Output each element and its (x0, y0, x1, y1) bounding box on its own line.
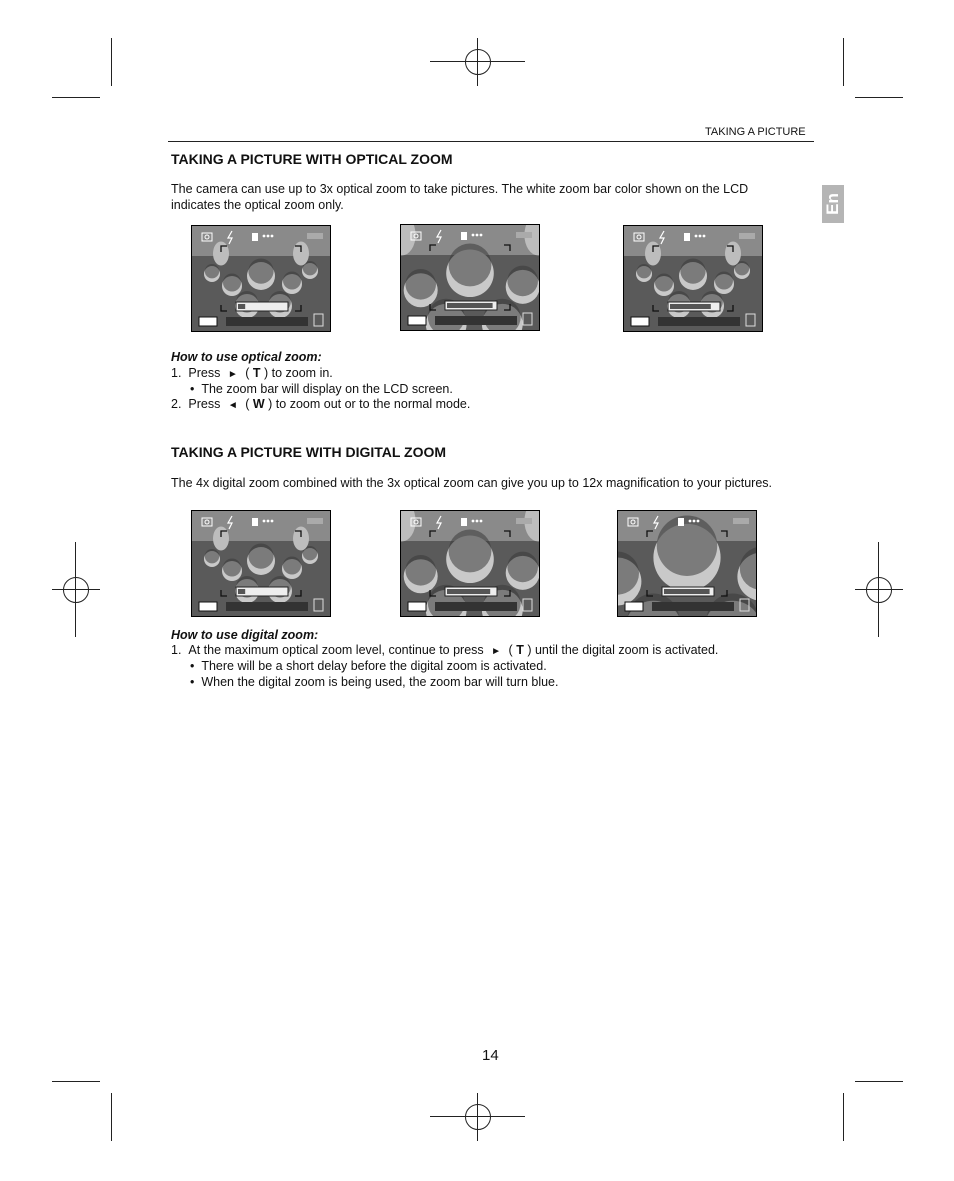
crop-mark (843, 1093, 844, 1141)
crop-mark (855, 97, 903, 98)
lcd-screenshot-optical-1 (191, 225, 331, 332)
optical-intro-line2: indicates the optical zoom only. (171, 198, 344, 212)
digital-step-1: 1. At the maximum optical zoom level, continue to press ► ( T ) until the digital zoom is activated. (171, 643, 719, 657)
howto-optical-title: How to use optical zoom: (171, 350, 322, 364)
running-header: TAKING A PICTURE (705, 126, 806, 138)
crop-mark (52, 97, 100, 98)
crop-mark (52, 1081, 100, 1082)
right-arrow-icon: ► (491, 646, 502, 657)
crop-mark (111, 38, 112, 86)
page-number: 14 (482, 1047, 499, 1064)
crop-mark (855, 1081, 903, 1082)
crop-mark (843, 38, 844, 86)
right-arrow-icon: ► (227, 369, 238, 380)
header-rule (168, 141, 814, 142)
lcd-screenshot-digital-1 (191, 510, 331, 617)
howto-digital-title: How to use digital zoom: (171, 628, 319, 642)
section-title-optical: TAKING A PICTURE WITH OPTICAL ZOOM (171, 151, 453, 167)
optical-step-2: 2. Press ◄ ( W ) to zoom out or to the normal mode. (171, 397, 471, 411)
digital-intro: The 4x digital zoom combined with the 3x optical zoom can give you up to 12x magnification to your pictures. (171, 476, 773, 490)
optical-intro-line1: The camera can use up to 3x optical zoom to take pictures. The white zoom bar color shown on the LCD (171, 182, 749, 196)
optical-step-1-bullet: • The zoom bar will display on the LCD screen. (190, 382, 453, 396)
digital-bullet-1: • There will be a short delay before the digital zoom is activated. (190, 659, 547, 673)
lcd-screenshot-digital-2 (400, 510, 540, 617)
optical-step-1: 1. Press ► ( T ) to zoom in. (171, 366, 333, 380)
left-arrow-icon: ◄ (227, 400, 238, 411)
lcd-screenshot-optical-3 (623, 225, 763, 332)
section-title-digital: TAKING A PICTURE WITH DIGITAL ZOOM (171, 444, 447, 460)
lcd-screenshot-digital-3 (617, 510, 757, 617)
lcd-screenshot-optical-2 (400, 224, 540, 331)
digital-bullet-2: • When the digital zoom is being used, the zoom bar will turn blue. (190, 675, 559, 689)
language-tab: En (822, 185, 844, 223)
crop-mark (111, 1093, 112, 1141)
